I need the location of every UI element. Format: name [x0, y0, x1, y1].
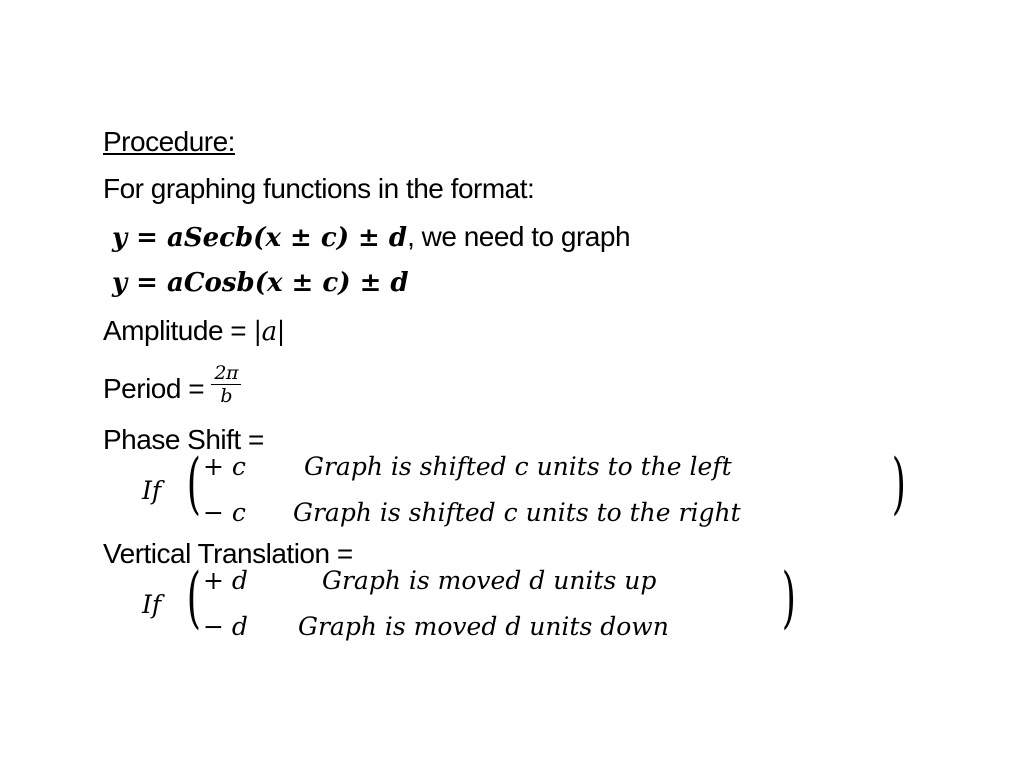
phase-if: If: [142, 476, 162, 505]
cosine-equation-line: [112, 268, 409, 298]
secant-equation-suffix: , we need to graph: [407, 221, 631, 252]
vertical-case-plus-sign: + d: [203, 566, 248, 595]
amplitude-value: |a|: [253, 317, 285, 347]
phase-left-paren: (: [186, 445, 201, 522]
vertical-left-paren: (: [186, 559, 201, 636]
phase-case-plus-sign: + c: [203, 452, 246, 481]
amplitude-label: Amplitude =: [103, 315, 254, 346]
vertical-case-plus-text: Graph is moved d units up: [322, 566, 657, 595]
phase-case-minus-text: Graph is shifted c units to the right: [293, 498, 741, 527]
phase-case-plus-text: Graph is shifted c units to the left: [304, 452, 732, 481]
vertical-if: If: [142, 590, 162, 619]
phase-right-paren: ): [891, 445, 906, 522]
period-numerator: 2π: [211, 362, 241, 385]
period-fraction: [211, 362, 241, 407]
period-label: Period =: [103, 372, 212, 404]
phase-case-minus-sign: − c: [203, 498, 246, 527]
secant-equation: y = aSecb(x ± c) ± d: [112, 223, 408, 253]
cosine-equation: y = aCosb(x ± c) ± d: [112, 268, 409, 298]
period-denominator: b: [220, 385, 232, 407]
intro-text: For graphing functions in the format:: [103, 173, 535, 204]
period-line: [103, 362, 241, 413]
vertical-right-paren: ): [781, 559, 796, 636]
vertical-case-minus-text: Graph is moved d units down: [298, 612, 669, 641]
procedure-heading: Procedure:: [103, 126, 235, 157]
secant-equation-line: [112, 221, 630, 253]
amplitude-line: [103, 315, 285, 347]
phase-shift-label: Phase Shift =: [103, 424, 264, 455]
vertical-case-minus-sign: − d: [203, 612, 248, 641]
vertical-translation-label: Vertical Translation =: [103, 538, 353, 569]
